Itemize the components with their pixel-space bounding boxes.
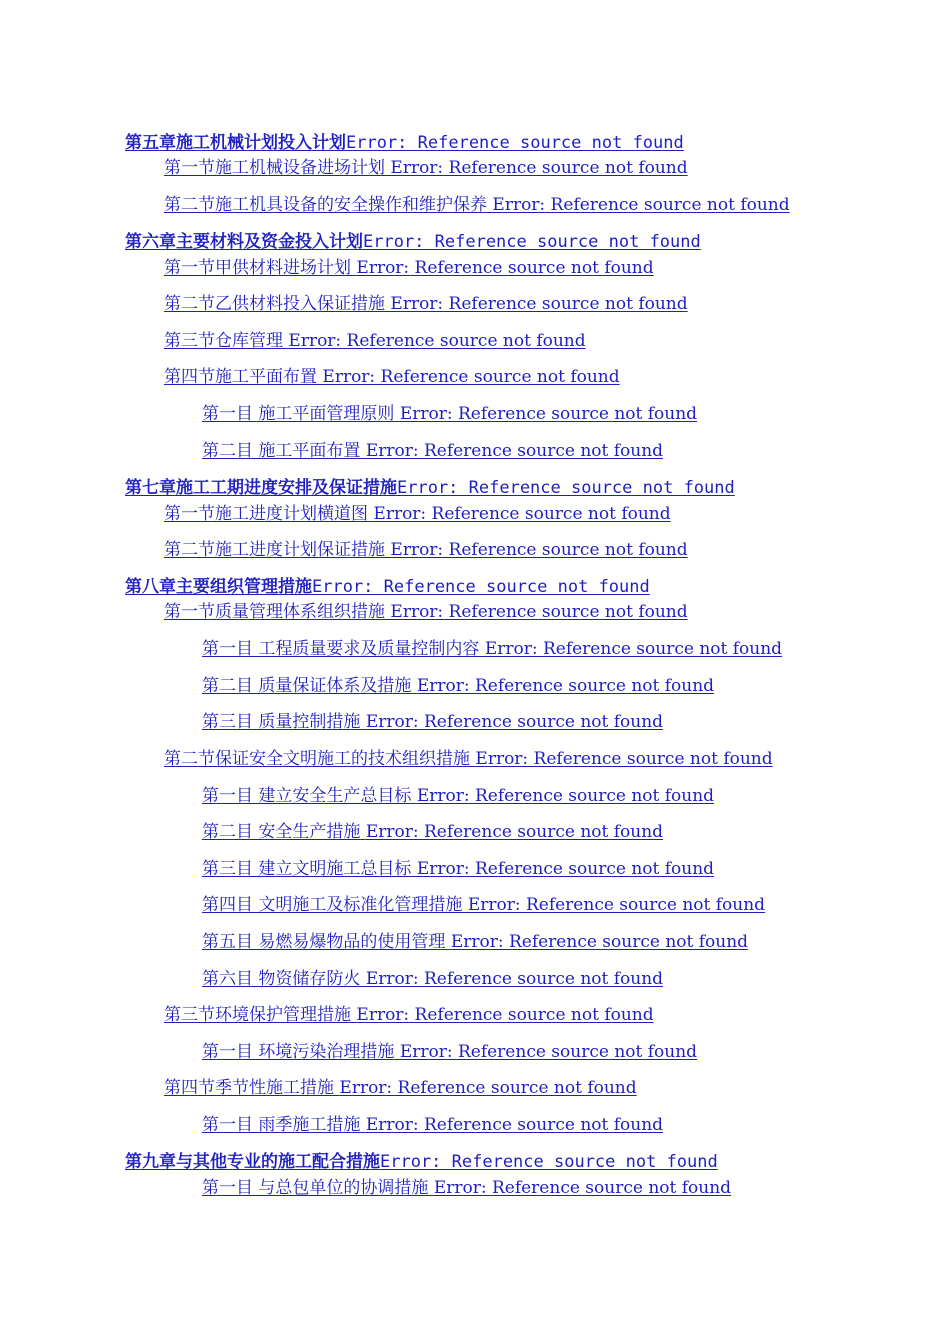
toc-section-link[interactable] <box>164 326 586 351</box>
toc-section-link[interactable] <box>164 253 654 278</box>
toc-chapter-link[interactable] <box>125 128 684 153</box>
toc-item-link[interactable] <box>202 1173 731 1198</box>
toc-entry-page-ref: Error: Reference source not found <box>365 822 664 842</box>
toc-section-link[interactable] <box>164 289 688 314</box>
toc-entry-title: 第六章主要材料及资金投入计划 <box>125 232 363 252</box>
toc-entry-page-ref: Error: Reference source not found <box>416 676 715 696</box>
toc-entry-title: 第二目 质量保证体系及措施 <box>202 676 412 696</box>
toc-entry-title: 第三目 质量控制措施 <box>202 712 361 732</box>
toc-item-link[interactable] <box>202 707 663 732</box>
toc-entry-title: 第二节施工机具设备的安全操作和维护保养 <box>164 195 487 215</box>
toc-entry-page-ref: Error: Reference source not found <box>380 1152 718 1172</box>
toc-item-link[interactable] <box>202 817 663 842</box>
toc-entry-title: 第四目 文明施工及标准化管理措施 <box>202 895 463 915</box>
toc-section-link[interactable] <box>164 744 773 769</box>
toc-item-link[interactable] <box>202 890 765 915</box>
toc-entry-page-ref: Error: Reference source not found <box>450 932 749 952</box>
toc-entry-title: 第七章施工工期进度安排及保证措施 <box>125 478 397 498</box>
toc-entry-page-ref: Error: Reference source not found <box>312 577 650 597</box>
toc-entry-page-ref: Error: Reference source not found <box>416 859 715 879</box>
toc-entry-title: 第二目 安全生产措施 <box>202 822 361 842</box>
toc-section-link[interactable] <box>164 1073 637 1098</box>
toc-entry-title: 第四节季节性施工措施 <box>164 1078 334 1098</box>
toc-entry-title: 第一目 建立安全生产总目标 <box>202 786 412 806</box>
toc-entry-title: 第五章施工机械计划投入计划 <box>125 133 346 153</box>
toc-entry-title: 第一节施工机械设备进场计划 <box>164 158 385 178</box>
toc-entry-page-ref: Error: Reference source not found <box>339 1078 637 1098</box>
toc-entry-title: 第一节施工进度计划横道图 <box>164 504 368 524</box>
toc-chapter-link[interactable] <box>125 473 735 498</box>
toc-entry-title: 第一节质量管理体系组织措施 <box>164 602 385 622</box>
toc-entry-title: 第三节仓库管理 <box>164 331 283 351</box>
toc-chapter-link[interactable] <box>125 227 701 252</box>
toc-chapter-link[interactable] <box>125 572 650 597</box>
toc-entry-title: 第一目 雨季施工措施 <box>202 1115 361 1135</box>
toc-entry-title: 第三目 建立文明施工总目标 <box>202 859 412 879</box>
toc-entry-page-ref: Error: Reference source not found <box>399 404 698 424</box>
toc-entry-page-ref: Error: Reference source not found <box>365 1115 664 1135</box>
toc-chapter-link[interactable] <box>125 1147 718 1172</box>
toc-entry-page-ref: Error: Reference source not found <box>288 331 586 351</box>
toc-section-link[interactable] <box>164 362 620 387</box>
toc-section-link[interactable] <box>164 597 688 622</box>
toc-entry-title: 第五目 易燃易爆物品的使用管理 <box>202 932 446 952</box>
toc-entry-page-ref: Error: Reference source not found <box>390 540 688 560</box>
toc-item-link[interactable] <box>202 854 714 879</box>
toc-item-link[interactable] <box>202 964 663 989</box>
toc-entry-page-ref: Error: Reference source not found <box>365 969 664 989</box>
toc-entry-page-ref: Error: Reference source not found <box>390 294 688 314</box>
toc-entry-page-ref: Error: Reference source not found <box>356 1005 654 1025</box>
toc-item-link[interactable] <box>202 1110 663 1135</box>
toc-entry-title: 第二节施工进度计划保证措施 <box>164 540 385 560</box>
toc-entry-title: 第九章与其他专业的施工配合措施 <box>125 1152 380 1172</box>
toc-entry-title: 第一节甲供材料进场计划 <box>164 258 351 278</box>
toc-section-link[interactable] <box>164 535 688 560</box>
toc-entry-page-ref: Error: Reference source not found <box>365 712 664 732</box>
toc-item-link[interactable] <box>202 634 782 659</box>
toc-entry-page-ref: Error: Reference source not found <box>467 895 766 915</box>
toc-entry-title: 第二目 施工平面布置 <box>202 441 361 461</box>
toc-item-link[interactable] <box>202 399 697 424</box>
toc-entry-title: 第一目 工程质量要求及质量控制内容 <box>202 639 480 659</box>
toc-section-link[interactable] <box>164 153 688 178</box>
toc-section-link[interactable] <box>164 499 671 524</box>
toc-entry-title: 第八章主要组织管理措施 <box>125 577 312 597</box>
toc-entry-page-ref: Error: Reference source not found <box>373 504 671 524</box>
toc-entry-title: 第一目 施工平面管理原则 <box>202 404 395 424</box>
toc-entry-page-ref: Error: Reference source not found <box>363 232 701 252</box>
toc-entry-title: 第二节保证安全文明施工的技术组织措施 <box>164 749 470 769</box>
toc-item-link[interactable] <box>202 927 748 952</box>
toc-item-link[interactable] <box>202 1037 697 1062</box>
toc-entry-page-ref: Error: Reference source not found <box>475 749 773 769</box>
toc-item-link[interactable] <box>202 436 663 461</box>
toc-entry-title: 第三节环境保护管理措施 <box>164 1005 351 1025</box>
toc-item-link[interactable] <box>202 671 714 696</box>
toc-entry-title: 第一目 环境污染治理措施 <box>202 1042 395 1062</box>
toc-section-link[interactable] <box>164 190 790 215</box>
toc-entry-page-ref: Error: Reference source not found <box>484 639 783 659</box>
toc-entry-page-ref: Error: Reference source not found <box>356 258 654 278</box>
toc-entry-page-ref: Error: Reference source not found <box>322 367 620 387</box>
toc-entry-page-ref: Error: Reference source not found <box>492 195 790 215</box>
toc-entry-page-ref: Error: Reference source not found <box>346 133 684 153</box>
toc-entry-page-ref: Error: Reference source not found <box>365 441 664 461</box>
toc-entry-title: 第一目 与总包单位的协调措施 <box>202 1178 429 1198</box>
toc-entry-page-ref: Error: Reference source not found <box>390 602 688 622</box>
toc-entry-page-ref: Error: Reference source not found <box>390 158 688 178</box>
toc-entry-title: 第二节乙供材料投入保证措施 <box>164 294 385 314</box>
toc-entry-page-ref: Error: Reference source not found <box>397 478 735 498</box>
toc-entry-page-ref: Error: Reference source not found <box>416 786 715 806</box>
toc-section-link[interactable] <box>164 1000 654 1025</box>
toc-entry-page-ref: Error: Reference source not found <box>399 1042 698 1062</box>
toc-entry-title: 第六目 物资储存防火 <box>202 969 361 989</box>
toc-entry-title: 第四节施工平面布置 <box>164 367 317 387</box>
toc-entry-page-ref: Error: Reference source not found <box>433 1178 732 1198</box>
toc-item-link[interactable] <box>202 781 714 806</box>
